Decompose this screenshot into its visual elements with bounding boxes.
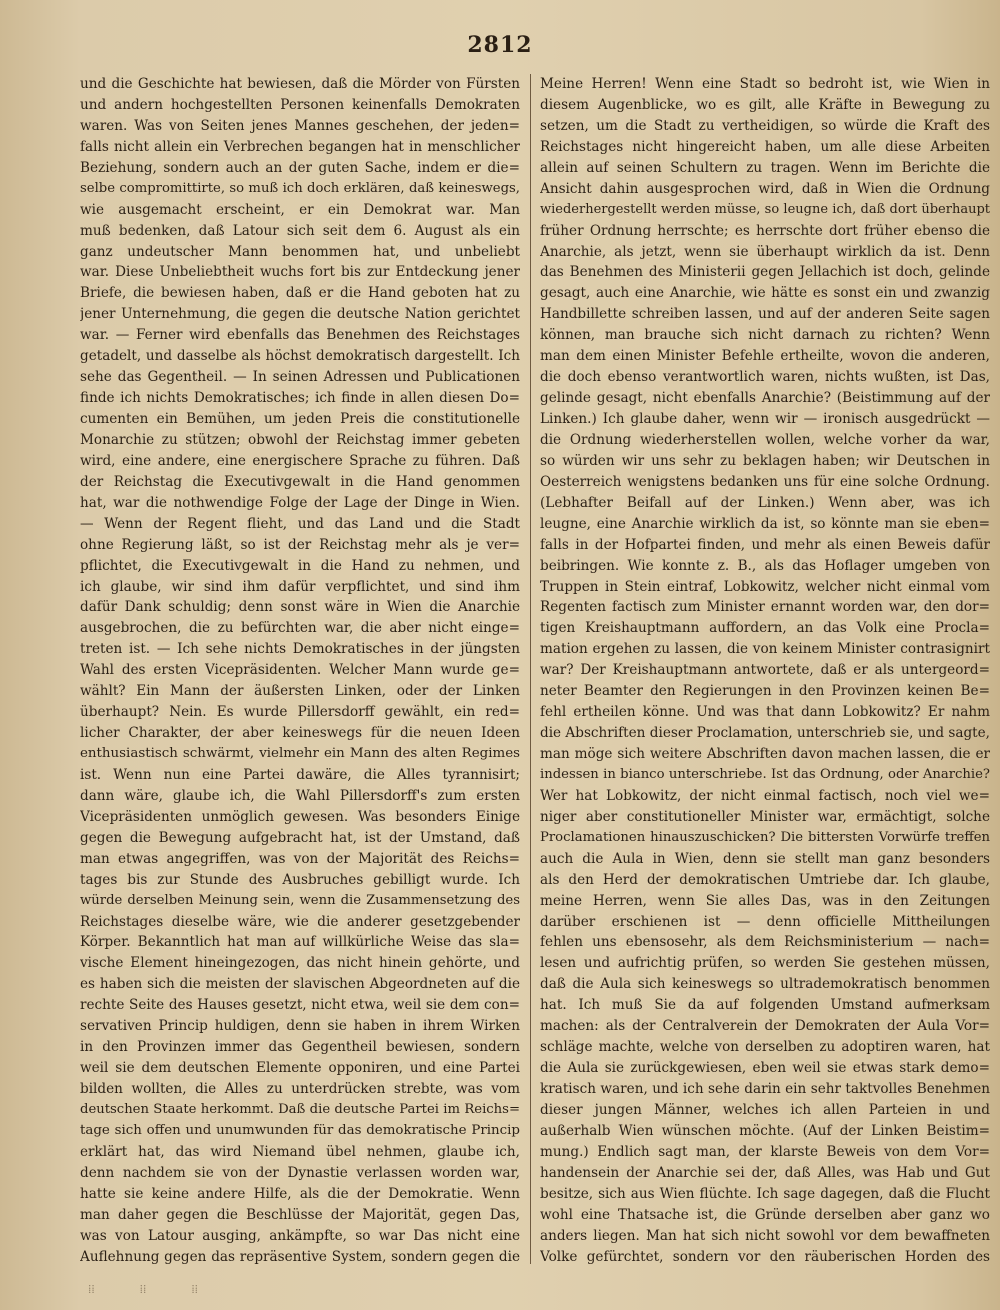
text-line: rechte Seite des Hauses gesetzt, nicht etwa, weil sie dem con=	[80, 997, 520, 1014]
text-line: licher Charakter, der aber keineswegs für die neuen Ideen	[80, 725, 520, 742]
text-line: lesen und aufrichtig prüfen, so werden Sie gestehen müssen,	[540, 955, 990, 972]
text-line: wohl eine Thatsache ist, die Gründe derselben aber ganz wo	[540, 1206, 990, 1223]
text-line: man dem einen Minister Befehle ertheilte, wovon die anderen,	[540, 348, 990, 365]
footer-marks	[88, 1282, 198, 1297]
text-line: überhaupt? Nein. Es wurde Pillersdorff gewählt, ein red=	[80, 704, 520, 721]
text-line: darüber erschienen ist — denn officielle Mittheilungen	[540, 913, 990, 930]
text-line: früher Ordnung herrschte; es herrschte dort früher ebenso die	[540, 222, 990, 239]
text-line: Wer hat Lobkowitz, der nicht einmal factisch, noch viel we=	[540, 787, 990, 804]
text-line: ganz undeutscher Mann benommen hat, und unbeliebt	[80, 243, 520, 260]
text-line: falls nicht allein ein Verbrechen begangen hat in menschlicher	[80, 138, 520, 155]
text-line: die Ordnung wiederherstellen wollen, welche vorher da war,	[540, 431, 990, 448]
text-line: handensein der Anarchie sei der, daß Alles, was Hab und Gut	[540, 1164, 990, 1181]
text-line: man etwas angegriffen, was von der Majorität des Reichs=	[80, 850, 520, 867]
text-line: jener Unternehmung, die gegen die deutsche Nation gerichtet	[80, 306, 520, 323]
text-line: gesagt, auch eine Anarchie, wie hätte es sonst ein und zwanzig	[540, 285, 990, 302]
text-line: Volke gefürchtet, sondern vor den räuberischen Horden des	[540, 1248, 990, 1264]
text-line: Anarchie, als jetzt, wenn sie überhaupt wirklich da ist. Denn	[540, 243, 990, 260]
text-line: indessen in bianco unterschriebe. Ist das Ordnung, oder Anarchie?	[540, 766, 990, 782]
text-line: neter Beamter den Regierungen in den Provinzen keinen Be=	[540, 683, 990, 700]
text-line: besitze, sich aus Wien flüchte. Ich sage dagegen, daß die Flucht	[540, 1185, 990, 1202]
text-line: vische Element hineingezogen, das nicht hinein gehörte, und	[80, 955, 520, 972]
text-line: können, man brauche sich nicht darnach zu richten? Wenn	[540, 327, 990, 344]
text-line: sehe das Gegentheil. — In seinen Adressen und Publicationen	[80, 369, 520, 386]
text-line: gegen die Bewegung aufgebracht hat, ist der Umstand, daß	[80, 829, 520, 846]
text-line: Truppen in Stein eintraf, Lobkowitz, welcher nicht einmal vom	[540, 578, 990, 595]
text-line: dafür Dank schuldig; denn sonst wäre in Wien die Anarchie	[80, 599, 520, 616]
text-line: enthusiastisch schwärmt, vielmehr ein Mann des alten Regimes	[80, 746, 520, 761]
text-line: denn nachdem sie von der Dynastie verlassen worden war,	[80, 1164, 520, 1181]
text-line: Proclamationen hinauszuschicken? Die bittersten Vorwürfe treffen	[540, 829, 990, 845]
text-line: wie ausgemacht erscheint, er ein Demokrat war. Man	[80, 201, 520, 218]
text-line: ohne Regierung läßt, so ist der Reichstag mehr als je ver=	[80, 536, 520, 553]
left-column	[80, 74, 520, 1264]
text-line: Ansicht dahin ausgesprochen wird, daß in Wien die Ordnung	[540, 180, 990, 197]
text-line: die Abschriften dieser Proclamation, unterschrieb sie, und sagte,	[540, 725, 990, 742]
text-line: meine Herren, wenn Sie alles Das, was in den Zeitungen	[540, 892, 990, 909]
text-line: war. Diese Unbeliebtheit wuchs fort bis zur Entdeckung jener	[80, 264, 520, 281]
text-line: niger aber constitutioneller Minister war, ermächtigt, solche	[540, 808, 990, 825]
text-line: Reichstages nicht hingereicht haben, um alle diese Arbeiten	[540, 138, 990, 155]
text-line: war. — Ferner wird ebenfalls das Benehmen des Reichstages	[80, 327, 520, 344]
text-line: Handbillette schreiben lassen, und auf der anderen Seite sagen	[540, 306, 990, 323]
text-line: Körper. Bekanntlich hat man auf willkürliche Weise das sla=	[80, 934, 520, 951]
column-divider	[530, 74, 531, 1264]
text-line: die Aula sie zurückgewiesen, eben weil sie etwas stark demo=	[540, 1060, 990, 1077]
text-line: war? Der Kreishauptmann antwortete, daß er als untergeord=	[540, 662, 990, 679]
page-number: 2812	[467, 32, 533, 58]
text-line: getadelt, und dasselbe als höchst demokratisch dargestellt. Ich	[80, 348, 520, 365]
text-line: Reichstages dieselbe wäre, wie die anderer gesetzgebender	[80, 913, 520, 930]
text-line: der Reichstag die Executivgewalt in die Hand genommen	[80, 473, 520, 490]
text-line: weil sie dem deutschen Elemente opponiren, und eine Partei	[80, 1060, 520, 1077]
text-line: tages bis zur Stunde des Ausbruches gebilligt wurde. Ich	[80, 871, 520, 888]
footer-mark: ⁞⁞	[139, 1282, 147, 1296]
text-line: man möge sich weitere Abschriften davon machen lassen, die er	[540, 746, 990, 762]
text-line: Beziehung, sondern auch an der guten Sache, indem er die=	[80, 159, 520, 176]
text-line: Oesterreich wenigstens bedanken uns für eine solche Ordnung.	[540, 473, 990, 490]
text-line: wählt? Ein Mann der äußersten Linken, oder der Linken	[80, 683, 520, 700]
text-line: ausgebrochen, die zu befürchten war, die aber nicht einge=	[80, 620, 520, 637]
text-line: tage sich offen und unumwunden für das demokratische Princip	[80, 1122, 520, 1138]
text-line: und andern hochgestellten Personen keinenfalls Demokraten	[80, 96, 520, 113]
text-line: hat. Ich muß Sie da auf folgenden Umstand aufmerksam	[540, 997, 990, 1014]
text-line: daß die Aula sich keineswegs so ultrademokratisch benommen	[540, 976, 990, 993]
text-line: Meine Herren! Wenn eine Stadt so bedroht ist, wie Wien in	[540, 76, 990, 92]
text-line: falls in der Hofpartei finden, und mehr als einen Beweis dafür	[540, 536, 990, 553]
text-line: hat, war die nothwendige Folge der Lage der Dinge in Wien.	[80, 494, 520, 511]
footer-mark: ⁞⁞	[88, 1282, 95, 1296]
text-line: ist. Wenn nun eine Partei dawäre, die Alles tyrannisirt;	[80, 766, 520, 783]
text-line: Briefe, die bewiesen haben, daß er die Hand geboten hat zu	[80, 285, 520, 302]
footer-mark: ⁞⁞	[191, 1282, 198, 1296]
text-line: (Lebhafter Beifall auf der Linken.) Wenn aber, was ich	[540, 494, 990, 511]
text-line: tigen Kreishauptmann auffordern, an das Volk eine Procla=	[540, 620, 990, 637]
text-line: gelinde gesagt, nicht ebenfalls Anarchie? (Beistimmung auf der	[540, 390, 990, 407]
text-line: allein auf seinen Schultern zu tragen. Wenn im Berichte die	[540, 159, 990, 176]
text-line: als den Herd der demokratischen Umtriebe dar. Ich glaube,	[540, 871, 990, 888]
text-line: cumenten ein Bemühen, um jeden Preis die constitutionelle	[80, 411, 520, 427]
text-line: was von Latour ausging, ankämpfte, so war Das nicht eine	[80, 1227, 520, 1244]
text-line: hatte sie keine andere Hilfe, als die der Demokratie. Wenn	[80, 1185, 520, 1202]
text-line: setzen, um die Stadt zu vertheidigen, so würde die Kraft des	[540, 117, 990, 134]
text-line: treten ist. — Ich sehe nichts Demokratisches in der jüngsten	[80, 641, 520, 658]
text-line: waren. Was von Seiten jenes Mannes geschehen, der jeden=	[80, 117, 520, 134]
text-line: selbe compromittirte, so muß ich doch erklären, daß keineswegs,	[80, 180, 520, 196]
text-line: würde derselben Meinung sein, wenn die Zusammensetzung des	[80, 892, 520, 908]
text-line: muß bedenken, daß Latour sich seit dem 6. August als ein	[80, 222, 520, 239]
text-line: pflichtet, die Executivgewalt in die Hand zu nehmen, und	[80, 557, 520, 574]
text-line: Vicepräsidenten unmöglich gewesen. Was besonders Einige	[80, 808, 520, 825]
text-line: ich glaube, wir sind ihm dafür verpflichtet, und sind ihm	[80, 578, 520, 595]
right-column	[540, 74, 990, 1264]
text-line: außerhalb Wien wünschen möchte. (Auf der Linken Beistim=	[540, 1122, 990, 1139]
text-line: die doch ebenso verantwortlich waren, nichts wußten, ist Das,	[540, 369, 990, 386]
text-line: fehl ertheilen könne. Und was that dann Lobkowitz? Er nahm	[540, 704, 990, 721]
text-line: bilden wollten, die Alles zu unterdrücken strebte, was vom	[80, 1081, 520, 1097]
text-line: das Benehmen des Ministerii gegen Jellachich ist doch, gelinde	[540, 264, 990, 281]
text-line: beibringen. Wie konnte z. B., als das Hoflager umgeben von	[540, 557, 990, 574]
text-line: dieser jungen Männer, welches ich allen Parteien in und	[540, 1101, 990, 1118]
text-line: machen: als der Centralverein der Demokraten der Aula Vor=	[540, 1018, 990, 1035]
text-line: — Wenn der Regent flieht, und das Land und die Stadt	[80, 515, 520, 532]
text-line: wiederhergestellt werden müsse, so leugne ich, daß dort überhaupt	[540, 201, 990, 217]
text-line: es haben sich die meisten der slavischen Abgeordneten auf die	[80, 976, 520, 993]
text-line: fehlen uns ebensosehr, als dem Reichsministerium — nach=	[540, 934, 990, 951]
text-line: deutschen Staate herkommt. Daß die deutsche Partei im Reichs=	[80, 1101, 520, 1117]
text-line: schläge machte, welche von derselben zu adoptiren waren, hat	[540, 1039, 990, 1056]
text-line: mation ergehen zu lassen, die von keinem Minister contrasignirt	[540, 641, 990, 658]
text-line: Monarchie zu stützen; obwohl der Reichstag immer gebeten	[80, 431, 520, 448]
text-line: Wahl des ersten Vicepräsidenten. Welcher Mann wurde ge=	[80, 662, 520, 679]
text-line: kratisch waren, und ich sehe darin ein sehr taktvolles Benehmen	[540, 1081, 990, 1097]
text-line: Regenten factisch zum Minister ernannt worden war, den dor=	[540, 599, 990, 616]
text-line: diesem Augenblicke, wo es gilt, alle Kräfte in Bewegung zu	[540, 96, 990, 113]
text-line: anders liegen. Man hat sich nicht sowohl vor dem bewaffneten	[540, 1227, 990, 1244]
text-line: finde ich nichts Demokratisches; ich finde in allen diesen Do=	[80, 390, 520, 407]
text-line: auch die Aula in Wien, denn sie stellt man ganz besonders	[540, 850, 990, 867]
text-line: dann wäre, glaube ich, die Wahl Pillersdorff's zum ersten	[80, 787, 520, 804]
text-line: so würden wir uns sehr zu beklagen haben; wir Deutschen in	[540, 452, 990, 469]
text-line: und die Geschichte hat bewiesen, daß die Mörder von Fürsten	[80, 76, 520, 92]
text-line: erklärt hat, das wird Niemand übel nehmen, glaube ich,	[80, 1143, 520, 1160]
text-line: servativen Princip huldigen, denn sie haben in ihrem Wirken	[80, 1018, 520, 1035]
text-line: Auflehnung gegen das repräsentive System, sondern gegen die	[80, 1248, 520, 1264]
text-line: leugne, eine Anarchie wirklich da ist, so könnte man sie eben=	[540, 515, 990, 532]
text-line: wird, eine andere, eine energischere Sprache zu führen. Daß	[80, 452, 520, 469]
text-line: man daher gegen die Beschlüsse der Majorität, gegen Das,	[80, 1206, 520, 1223]
text-line: mung.) Endlich sagt man, der klarste Beweis von dem Vor=	[540, 1143, 990, 1160]
text-line: in den Provinzen immer das Gegentheil bewiesen, sondern	[80, 1039, 520, 1056]
text-line: Linken.) Ich glaube daher, wenn wir — ironisch ausgedrückt —	[540, 411, 990, 427]
